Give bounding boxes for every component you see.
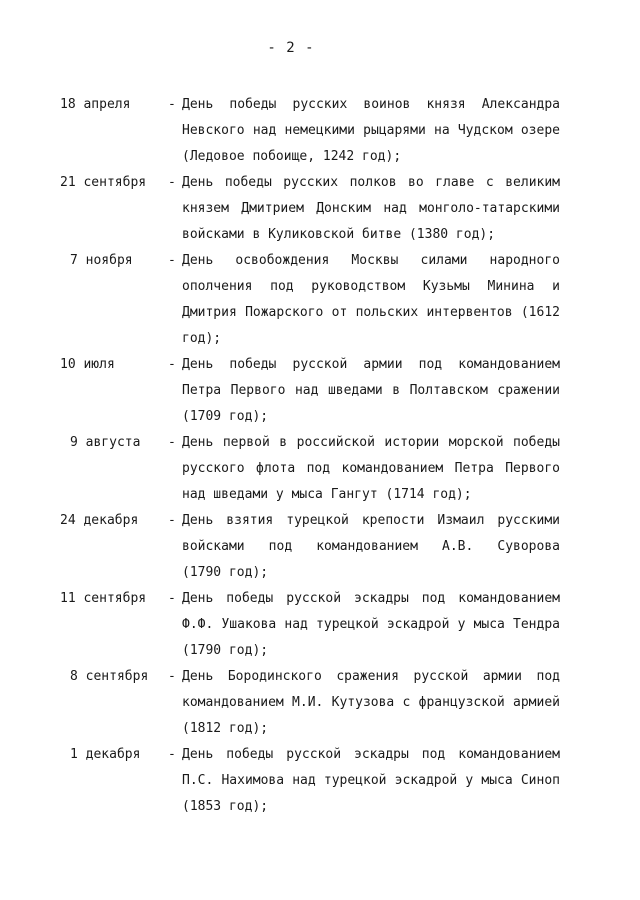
entry-line: над шведами у мыса Гангут (1714 год); — [182, 487, 472, 502]
entry-dash: - — [168, 591, 176, 606]
list-item — [60, 742, 560, 820]
entry-dash: - — [168, 435, 176, 450]
entry-line: командованием М.И. Кутузова с французской армией — [182, 695, 560, 710]
entry-line: День Бородинского сражения русской армии под — [182, 669, 560, 684]
entry-line: русского флота под командованием Петра Первого — [182, 461, 560, 476]
entry-date: 10 июля — [60, 357, 115, 372]
entry-dash: - — [168, 747, 176, 762]
entry-line: (1812 год); — [182, 721, 269, 736]
entry-dash: - — [168, 253, 176, 268]
entry-dash: - — [168, 175, 176, 190]
entry-line: День освобождения Москвы силами народного — [182, 253, 560, 268]
entry-line: День взятия турецкой крепости Измаил русскими — [182, 513, 560, 528]
entry-line: (1709 год); — [182, 409, 269, 424]
entry-line: (Ледовое побоище, 1242 год); — [182, 149, 402, 164]
list-item — [60, 430, 560, 508]
entry-line: год); — [182, 331, 222, 346]
list-item — [60, 508, 560, 586]
entry-line: Ф.Ф. Ушакова над турецкой эскадрой у мыса Тендра — [182, 617, 560, 632]
entry-text — [182, 664, 560, 742]
entry-line: ополчения под руководством Кузьмы Минина и — [182, 279, 560, 294]
entry-line: (1790 год); — [182, 643, 269, 658]
entry-dash: - — [168, 357, 176, 372]
entry-date: 8 сентября — [70, 669, 149, 684]
entry-date: 11 сентября — [60, 591, 147, 606]
entry-line: День первой в российской истории морской победы — [182, 435, 560, 450]
entry-line: Дмитрия Пожарского от польских интервентов (1612 — [182, 305, 560, 320]
entry-text — [182, 170, 560, 248]
entry-line: войсками под командованием А.В. Суворова — [182, 539, 560, 554]
entry-text — [182, 508, 560, 586]
entry-text — [182, 586, 560, 664]
entry-line: День победы русских воинов князя Александра — [182, 97, 560, 112]
entry-line: войсками в Куликовской битве (1380 год); — [182, 227, 496, 242]
entry-dash: - — [168, 669, 176, 684]
list-item — [60, 170, 560, 248]
entry-dash: - — [168, 97, 176, 112]
entry-line: День победы русской эскадры под командованием — [182, 591, 560, 606]
page-number: - 2 - — [267, 40, 315, 56]
entry-line: Невского над немецкими рыцарями на Чудском озере — [182, 123, 560, 138]
entry-date: 18 апреля — [60, 97, 131, 112]
entry-date: 1 декабря — [70, 747, 141, 762]
entry-text — [182, 742, 560, 820]
entry-date: 7 ноября — [70, 253, 133, 268]
entry-line: Петра Первого над шведами в Полтавском сражении — [182, 383, 560, 398]
entry-text — [182, 430, 560, 508]
entry-line: князем Дмитрием Донским над монголо-татарскими — [182, 201, 560, 216]
entry-date: 21 сентября — [60, 175, 147, 190]
memorable-dates-list — [60, 92, 560, 820]
entry-text — [182, 92, 560, 170]
entry-dash: - — [168, 513, 176, 528]
entry-line: День победы русских полков во главе с великим — [182, 175, 560, 190]
entry-date: 24 декабря — [60, 513, 139, 528]
entry-line: (1853 год); — [182, 799, 269, 814]
entry-text — [182, 248, 560, 352]
entry-line: День победы русской армии под командованием — [182, 357, 560, 372]
entry-line: П.С. Нахимова над турецкой эскадрой у мыса Синоп — [182, 773, 560, 788]
list-item — [60, 586, 560, 664]
list-item — [60, 664, 560, 742]
list-item — [60, 92, 560, 170]
list-item — [60, 352, 560, 430]
entry-line: (1790 год); — [182, 565, 269, 580]
entry-date: 9 августа — [70, 435, 141, 450]
entry-text — [182, 352, 560, 430]
entry-line: День победы русской эскадры под командованием — [182, 747, 560, 762]
list-item — [60, 248, 560, 352]
